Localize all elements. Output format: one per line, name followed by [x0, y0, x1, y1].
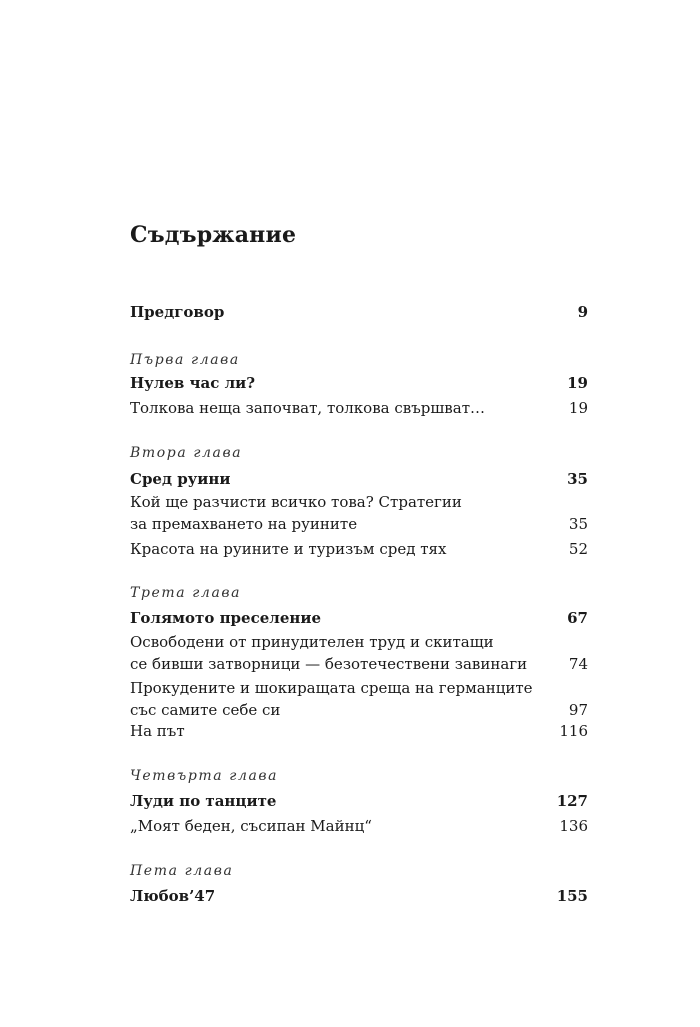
chapter-label: Пета глава	[130, 863, 234, 879]
entry-page: 19	[568, 399, 588, 417]
entry-title-line: се бивши затворници — безотечествени завинаги	[130, 655, 528, 673]
entry-page: 35	[568, 515, 588, 533]
entry-page: 52	[568, 540, 588, 558]
toc-entry-chapter	[130, 790, 588, 812]
entry-title	[130, 631, 527, 675]
chapter-label: Трета глава	[130, 585, 242, 601]
entry-title: Луди по танците	[130, 792, 277, 810]
entry-page: 136	[559, 817, 588, 835]
entry-title-line: Прокудените и шокиращата среща на германците	[130, 679, 533, 697]
toc-entry-section	[130, 397, 588, 419]
entry-title: На път	[130, 722, 185, 740]
toc-entry-chapter	[130, 468, 588, 490]
entry-title: Красота на руините и туризъм сред тях	[130, 540, 447, 558]
toc-entry-section	[130, 538, 588, 560]
toc-page	[130, 0, 588, 1027]
entry-page: 116	[559, 722, 588, 740]
entry-title-line: Освободени от принудителен труд и скитащи	[130, 633, 494, 651]
toc-entry-section	[130, 677, 588, 721]
toc-entry-section	[130, 491, 588, 535]
entry-title: Голямото преселение	[130, 609, 322, 627]
entry-title: Предговор	[130, 303, 225, 321]
entry-page: 97	[568, 701, 588, 719]
chapter-label: Втора глава	[130, 445, 243, 461]
toc-entry-chapter	[130, 607, 588, 629]
toc-entry-chapter	[130, 885, 588, 907]
entry-title-line: Кой ще разчисти всичко това? Стратегии	[130, 493, 462, 511]
chapter-label: Първа глава	[130, 352, 240, 368]
entry-title	[130, 677, 533, 721]
entry-page: 67	[567, 609, 588, 627]
toc-entry-preface	[130, 301, 588, 323]
entry-page: 19	[567, 374, 588, 392]
entry-title: Любов’47	[130, 887, 216, 905]
toc-entry-section	[130, 631, 588, 675]
entry-page: 155	[556, 887, 588, 905]
toc-entry-chapter	[130, 372, 588, 394]
toc-entry-section	[130, 815, 588, 837]
entry-title	[130, 491, 462, 535]
entry-title: Сред руини	[130, 470, 231, 488]
toc-title: Съдържание	[130, 222, 297, 248]
entry-title: Толкова неща започват, толкова свършват…	[130, 399, 485, 417]
entry-title-line: за премахването на руините	[130, 515, 358, 533]
toc-entry-section	[130, 720, 588, 742]
entry-page: 35	[567, 470, 588, 488]
entry-page: 9	[577, 303, 588, 321]
chapter-label: Четвърта глава	[130, 768, 279, 784]
entry-title: Нулев час ли?	[130, 374, 256, 392]
entry-title: „Моят беден, съсипан Майнц“	[130, 817, 372, 835]
entry-page: 127	[556, 792, 588, 810]
entry-title-line: със самите себе си	[130, 701, 281, 719]
entry-page: 74	[568, 655, 588, 673]
